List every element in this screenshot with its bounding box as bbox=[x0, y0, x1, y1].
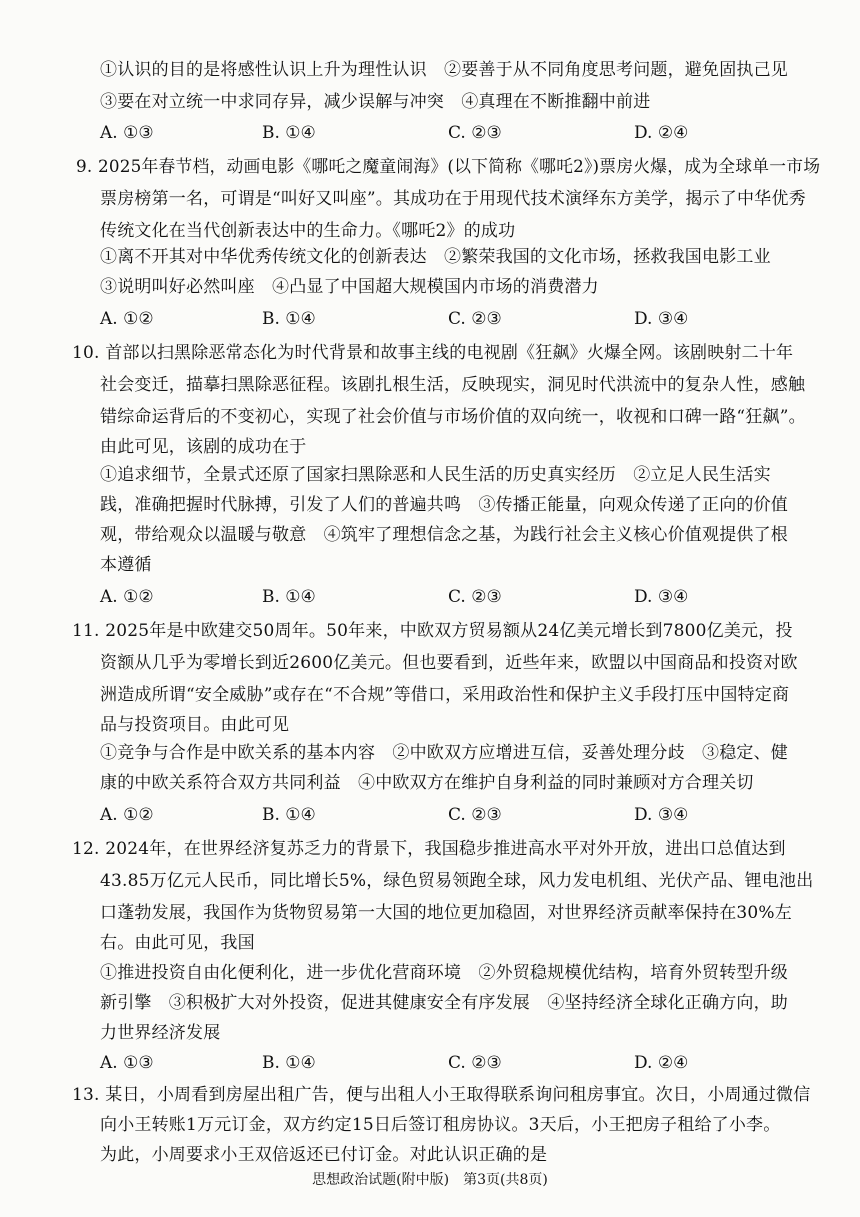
question-11-stem: 资额从几乎为零增长到近2600亿美元。但也要看到，近些年来，欧盟以中国商品和投资对欧 bbox=[100, 653, 798, 673]
statement-line: ③要在对立统一中求同存异，减少误解与冲突 ④真理在不断推翻中前进 bbox=[100, 92, 651, 112]
option-c[interactable]: C. ②③ bbox=[448, 123, 502, 143]
option-d[interactable]: D. ③④ bbox=[634, 587, 689, 607]
question-11-stem: 洲造成所谓“安全威胁”或存在“不合规”等借口，采用政治性和保护主义手段打压中国特定商 bbox=[100, 685, 790, 705]
statement-line: ①追求细节，全景式还原了国家扫黑除恶和人民生活的历史真实经历 ②立足人民生活实 bbox=[100, 465, 771, 485]
option-a[interactable]: A. ①③ bbox=[100, 1053, 154, 1073]
question-13-stem: 13. 某日，小周看到房屋出租广告，便与出租人小王取得联系询问租房事宜。次日，小周通过微信 bbox=[72, 1085, 811, 1105]
option-c[interactable]: C. ②③ bbox=[448, 805, 502, 825]
option-b[interactable]: B. ①④ bbox=[262, 1053, 316, 1073]
statement-line: ①认识的目的是将感性认识上升为理性认识 ②要善于从不同角度思考问题，避免固执己见 bbox=[100, 60, 788, 80]
question-12-stem: 12. 2024年，在世界经济复苏乏力的背景下，我国稳步推进高水平对外开放，进出口总值达到 bbox=[72, 839, 786, 859]
option-a[interactable]: A. ①② bbox=[100, 587, 154, 607]
statement-line: ③说明叫好必然叫座 ④凸显了中国超大规模国内市场的消费潜力 bbox=[100, 277, 599, 297]
option-b[interactable]: B. ①④ bbox=[262, 309, 316, 329]
option-c[interactable]: C. ②③ bbox=[448, 309, 502, 329]
question-10-stem: 社会变迁，描摹扫黑除恶征程。该剧扎根生活，反映现实，洞见时代洪流中的复杂人性，感触 bbox=[100, 375, 806, 395]
option-a[interactable]: A. ①② bbox=[100, 309, 154, 329]
question-10-stem: 错综命运背后的不变初心，实现了社会价值与市场价值的双向统一，收视和口碑一路“狂飙”。 bbox=[100, 407, 806, 427]
option-c[interactable]: C. ②③ bbox=[448, 1053, 502, 1073]
question-9-stem: 票房榜第一名，可谓是“叫好又叫座”。其成功在于用现代技术演绎东方美学，揭示了中华优秀 bbox=[100, 189, 806, 209]
statement-line: 力世界经济发展 bbox=[100, 1023, 221, 1043]
statement-line: 观，带给观众以温暖与敬意 ④筑牢了理想信念之基，为践行社会主义核心价值观提供了根 bbox=[100, 525, 788, 545]
question-12-stem: 右。由此可见，我国 bbox=[100, 933, 255, 953]
question-12-stem: 口蓬勃发展，我国作为货物贸易第一大国的地位更加稳固，对世界经济贡献率保持在30%左 bbox=[100, 903, 792, 923]
option-a[interactable]: A. ①③ bbox=[100, 123, 154, 143]
question-11-stem: 11. 2025年是中欧建交50周年。50年来，中欧双方贸易额从24亿美元增长到7800亿美元，投 bbox=[72, 621, 793, 641]
option-b[interactable]: B. ①④ bbox=[262, 587, 316, 607]
option-d[interactable]: D. ②④ bbox=[634, 1053, 689, 1073]
option-d[interactable]: D. ②④ bbox=[634, 123, 689, 143]
question-10-stem: 10. 首部以扫黑除恶常态化为时代背景和故事主线的电视剧《狂飙》火爆全网。该剧映射二十年 bbox=[72, 343, 794, 363]
statement-line: ①竞争与合作是中欧关系的基本内容 ②中欧双方应增进互信，妥善处理分歧 ③稳定、健 bbox=[100, 743, 788, 763]
option-b[interactable]: B. ①④ bbox=[262, 123, 316, 143]
option-c[interactable]: C. ②③ bbox=[448, 587, 502, 607]
question-12-stem: 43.85万亿元人民币，同比增长5%，绿色贸易领跑全球，风力发电机组、光伏产品、锂电池出 bbox=[100, 871, 814, 891]
statement-line: ①离不开其对中华优秀传统文化的创新表达 ②繁荣我国的文化市场，拯救我国电影工业 bbox=[100, 247, 771, 267]
statement-line: 新引擎 ③积极扩大对外投资，促进其健康安全有序发展 ④坚持经济全球化正确方向，助 bbox=[100, 993, 788, 1013]
question-13-stem: 向小王转账1万元订金，双方约定15日后签订租房协议。3天后，小王把房子租给了小李。 bbox=[100, 1115, 781, 1135]
question-11-stem: 品与投资项目。由此可见 bbox=[100, 715, 290, 735]
option-d[interactable]: D. ③④ bbox=[634, 805, 689, 825]
option-a[interactable]: A. ①② bbox=[100, 805, 154, 825]
question-9-stem: 9. 2025年春节档，动画电影《哪吒之魔童闹海》(以下简称《哪吒2》)票房火爆，成为全球单一市场 bbox=[76, 157, 821, 177]
page-footer: 思想政治试题(附中版) 第3页(共8页) bbox=[312, 1172, 548, 1188]
question-9-stem: 传统文化在当代创新表达中的生命力。《哪吒2》的成功 bbox=[100, 221, 516, 241]
option-b[interactable]: B. ①④ bbox=[262, 805, 316, 825]
question-10-stem: 由此可见，该剧的成功在于 bbox=[100, 437, 307, 457]
question-13-stem: 为此，小周要求小王双倍返还已付订金。对此认识正确的是 bbox=[100, 1145, 548, 1165]
statement-line: ①推进投资自由化便利化，进一步优化营商环境 ②外贸稳规模优结构，培育外贸转型升级 bbox=[100, 963, 788, 983]
statement-line: 践，准确把握时代脉搏，引发了人们的普遍共鸣 ③传播正能量，向观众传递了正向的价值 bbox=[100, 495, 788, 515]
statement-line: 康的中欧关系符合双方共同利益 ④中欧双方在维护自身利益的同时兼顾对方合理关切 bbox=[100, 773, 754, 793]
statement-line: 本遵循 bbox=[100, 555, 152, 575]
option-d[interactable]: D. ③④ bbox=[634, 309, 689, 329]
